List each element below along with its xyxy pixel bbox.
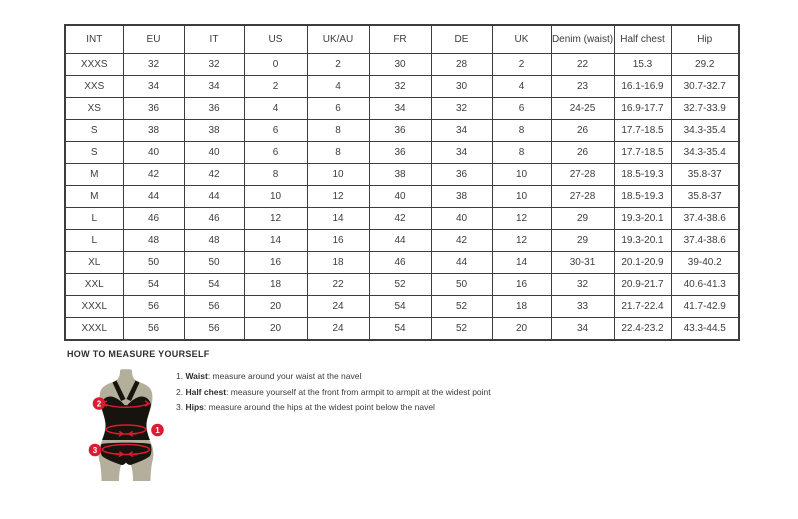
size-cell: 30 (431, 76, 492, 98)
size-cell: 50 (184, 252, 244, 274)
size-cell: 22.4-23.2 (614, 318, 671, 341)
size-cell: 2 (492, 54, 551, 76)
size-cell: 6 (244, 142, 307, 164)
size-row (65, 142, 739, 164)
size-cell: 36 (369, 120, 431, 142)
size-cell: 54 (123, 274, 184, 296)
size-cell: 32 (431, 98, 492, 120)
size-cell: 56 (184, 318, 244, 341)
badge-half-chest-label: 2 (96, 399, 102, 409)
size-cell: 16.1-16.9 (614, 76, 671, 98)
size-cell: 38 (369, 164, 431, 186)
size-cell: 29.2 (671, 54, 739, 76)
column-header: DE (431, 25, 492, 54)
size-chart-table (64, 24, 740, 341)
size-cell: 24 (307, 318, 369, 341)
size-cell: XXS (65, 76, 123, 98)
size-cell: 41.7-42.9 (671, 296, 739, 318)
size-cell: 56 (123, 296, 184, 318)
size-cell: 32 (123, 54, 184, 76)
size-cell: 27-28 (551, 186, 614, 208)
size-row (65, 318, 739, 341)
column-header: INT (65, 25, 123, 54)
size-cell: 14 (307, 208, 369, 230)
size-cell: 14 (492, 252, 551, 274)
size-cell: 22 (307, 274, 369, 296)
size-cell: 17.7-18.5 (614, 142, 671, 164)
size-cell: 29 (551, 208, 614, 230)
size-cell: 38 (431, 186, 492, 208)
size-cell: S (65, 120, 123, 142)
size-row (65, 296, 739, 318)
size-cell: XL (65, 252, 123, 274)
size-cell: 27-28 (551, 164, 614, 186)
size-cell: 18.5-19.3 (614, 186, 671, 208)
size-cell: 10 (307, 164, 369, 186)
measure-step: 2. Half chest: measure yourself at the front from armpit to armpit at the widest point (176, 386, 491, 397)
size-cell: 20.9-21.7 (614, 274, 671, 296)
size-cell: 15.3 (614, 54, 671, 76)
measurement-figure (86, 369, 166, 484)
size-cell: 50 (123, 252, 184, 274)
size-cell: L (65, 208, 123, 230)
size-cell: 52 (431, 296, 492, 318)
size-cell: 36 (184, 98, 244, 120)
size-cell: 32 (369, 76, 431, 98)
column-header: IT (184, 25, 244, 54)
size-cell: 54 (184, 274, 244, 296)
size-cell: 19.3-20.1 (614, 230, 671, 252)
size-cell: 46 (123, 208, 184, 230)
size-cell: XXXL (65, 318, 123, 341)
column-header: UK/AU (307, 25, 369, 54)
size-cell: 2 (307, 54, 369, 76)
size-cell: 12 (492, 230, 551, 252)
size-cell: 34 (431, 142, 492, 164)
measure-step: 3. Hips: measure around the hips at the widest point below the navel (176, 402, 435, 412)
size-cell: 16 (244, 252, 307, 274)
size-cell: 30.7-32.7 (671, 76, 739, 98)
size-cell: 43.3-44.5 (671, 318, 739, 341)
size-cell: 39-40.2 (671, 252, 739, 274)
size-cell: 48 (184, 230, 244, 252)
size-cell: 8 (307, 142, 369, 164)
size-cell: 40 (431, 208, 492, 230)
size-cell: 4 (307, 76, 369, 98)
size-cell: 18.5-19.3 (614, 164, 671, 186)
size-row (65, 208, 739, 230)
size-cell: 37.4-38.6 (671, 230, 739, 252)
size-cell: 32.7-33.9 (671, 98, 739, 120)
size-cell: 44 (123, 186, 184, 208)
size-cell: 16 (307, 230, 369, 252)
size-cell: 10 (492, 164, 551, 186)
size-cell: 19.3-20.1 (614, 208, 671, 230)
size-cell: 22 (551, 54, 614, 76)
size-cell: 38 (123, 120, 184, 142)
column-header: UK (492, 25, 551, 54)
size-cell: 16 (492, 274, 551, 296)
size-cell: 54 (369, 318, 431, 341)
size-cell: 20.1-20.9 (614, 252, 671, 274)
size-cell: 23 (551, 76, 614, 98)
size-cell: M (65, 164, 123, 186)
size-cell: 34 (184, 76, 244, 98)
size-cell: XXXS (65, 54, 123, 76)
size-cell: 26 (551, 120, 614, 142)
mannequin-illustration (86, 369, 166, 484)
size-cell: 12 (307, 186, 369, 208)
column-header: Half chest (614, 25, 671, 54)
size-cell: 44 (184, 186, 244, 208)
size-cell: 18 (492, 296, 551, 318)
size-cell: 56 (123, 318, 184, 341)
size-cell: 36 (123, 98, 184, 120)
size-row (65, 98, 739, 120)
size-cell: 34 (123, 76, 184, 98)
size-cell: 12 (492, 208, 551, 230)
size-cell: XS (65, 98, 123, 120)
size-cell: 36 (369, 142, 431, 164)
size-cell: 0 (244, 54, 307, 76)
size-cell: 37.4-38.6 (671, 208, 739, 230)
size-cell: 26 (551, 142, 614, 164)
size-cell: 8 (492, 120, 551, 142)
size-cell: 2 (244, 76, 307, 98)
size-row (65, 164, 739, 186)
size-cell: 30 (369, 54, 431, 76)
size-cell: 20 (492, 318, 551, 341)
size-cell: 21.7-22.4 (614, 296, 671, 318)
size-cell: 29 (551, 230, 614, 252)
size-chart-header-row (65, 25, 739, 54)
size-cell: 56 (184, 296, 244, 318)
size-cell: 34.3-35.4 (671, 142, 739, 164)
size-cell: 34 (551, 318, 614, 341)
size-cell: 36 (431, 164, 492, 186)
size-cell: 6 (244, 120, 307, 142)
size-row (65, 274, 739, 296)
size-cell: 8 (244, 164, 307, 186)
size-cell: 42 (369, 208, 431, 230)
size-row (65, 186, 739, 208)
size-cell: XXL (65, 274, 123, 296)
size-cell: 17.7-18.5 (614, 120, 671, 142)
size-cell: 34.3-35.4 (671, 120, 739, 142)
size-cell: S (65, 142, 123, 164)
size-cell: 54 (369, 296, 431, 318)
size-row (65, 230, 739, 252)
size-cell: 24 (307, 296, 369, 318)
size-cell: 40 (123, 142, 184, 164)
size-cell: 42 (431, 230, 492, 252)
size-cell: 46 (184, 208, 244, 230)
column-header: US (244, 25, 307, 54)
size-cell: 4 (492, 76, 551, 98)
measure-guide-title: HOW TO MEASURE YOURSELF (67, 349, 210, 359)
size-cell: 28 (431, 54, 492, 76)
measure-steps-list (176, 372, 491, 419)
size-cell: 42 (184, 164, 244, 186)
size-cell: 40 (369, 186, 431, 208)
size-cell: 32 (184, 54, 244, 76)
size-cell: 44 (431, 252, 492, 274)
size-cell: 50 (431, 274, 492, 296)
measure-step: 1. Waist: measure around your waist at the navel (176, 371, 362, 381)
size-cell: 30-31 (551, 252, 614, 274)
size-cell: 12 (244, 208, 307, 230)
column-header: Hip (671, 25, 739, 54)
size-cell: 38 (184, 120, 244, 142)
size-cell: 16.9-17.7 (614, 98, 671, 120)
size-cell: 18 (307, 252, 369, 274)
size-cell: 6 (307, 98, 369, 120)
size-cell: 10 (492, 186, 551, 208)
size-cell: 35.8-37 (671, 164, 739, 186)
size-cell: 33 (551, 296, 614, 318)
size-row (65, 54, 739, 76)
column-header: Denim (waist) (551, 25, 614, 54)
size-cell: 34 (431, 120, 492, 142)
column-header: EU (123, 25, 184, 54)
size-cell: 14 (244, 230, 307, 252)
size-cell: 46 (369, 252, 431, 274)
size-row (65, 252, 739, 274)
size-cell: 24-25 (551, 98, 614, 120)
size-cell: 32 (551, 274, 614, 296)
size-cell: 42 (123, 164, 184, 186)
size-cell: 40 (184, 142, 244, 164)
size-cell: 52 (431, 318, 492, 341)
size-row (65, 76, 739, 98)
column-header: FR (369, 25, 431, 54)
size-cell: 52 (369, 274, 431, 296)
size-cell: 44 (369, 230, 431, 252)
size-cell: 48 (123, 230, 184, 252)
size-row (65, 120, 739, 142)
size-cell: L (65, 230, 123, 252)
size-cell: 10 (244, 186, 307, 208)
badge-hips-label: 3 (92, 445, 98, 455)
size-cell: 4 (244, 98, 307, 120)
size-cell: 35.8-37 (671, 186, 739, 208)
size-cell: 6 (492, 98, 551, 120)
size-cell: XXXL (65, 296, 123, 318)
size-cell: 8 (307, 120, 369, 142)
size-cell: 18 (244, 274, 307, 296)
size-cell: 20 (244, 296, 307, 318)
size-cell: 34 (369, 98, 431, 120)
badge-waist-label: 1 (155, 425, 160, 435)
size-cell: 20 (244, 318, 307, 341)
size-cell: M (65, 186, 123, 208)
size-cell: 8 (492, 142, 551, 164)
size-cell: 40.6-41.3 (671, 274, 739, 296)
